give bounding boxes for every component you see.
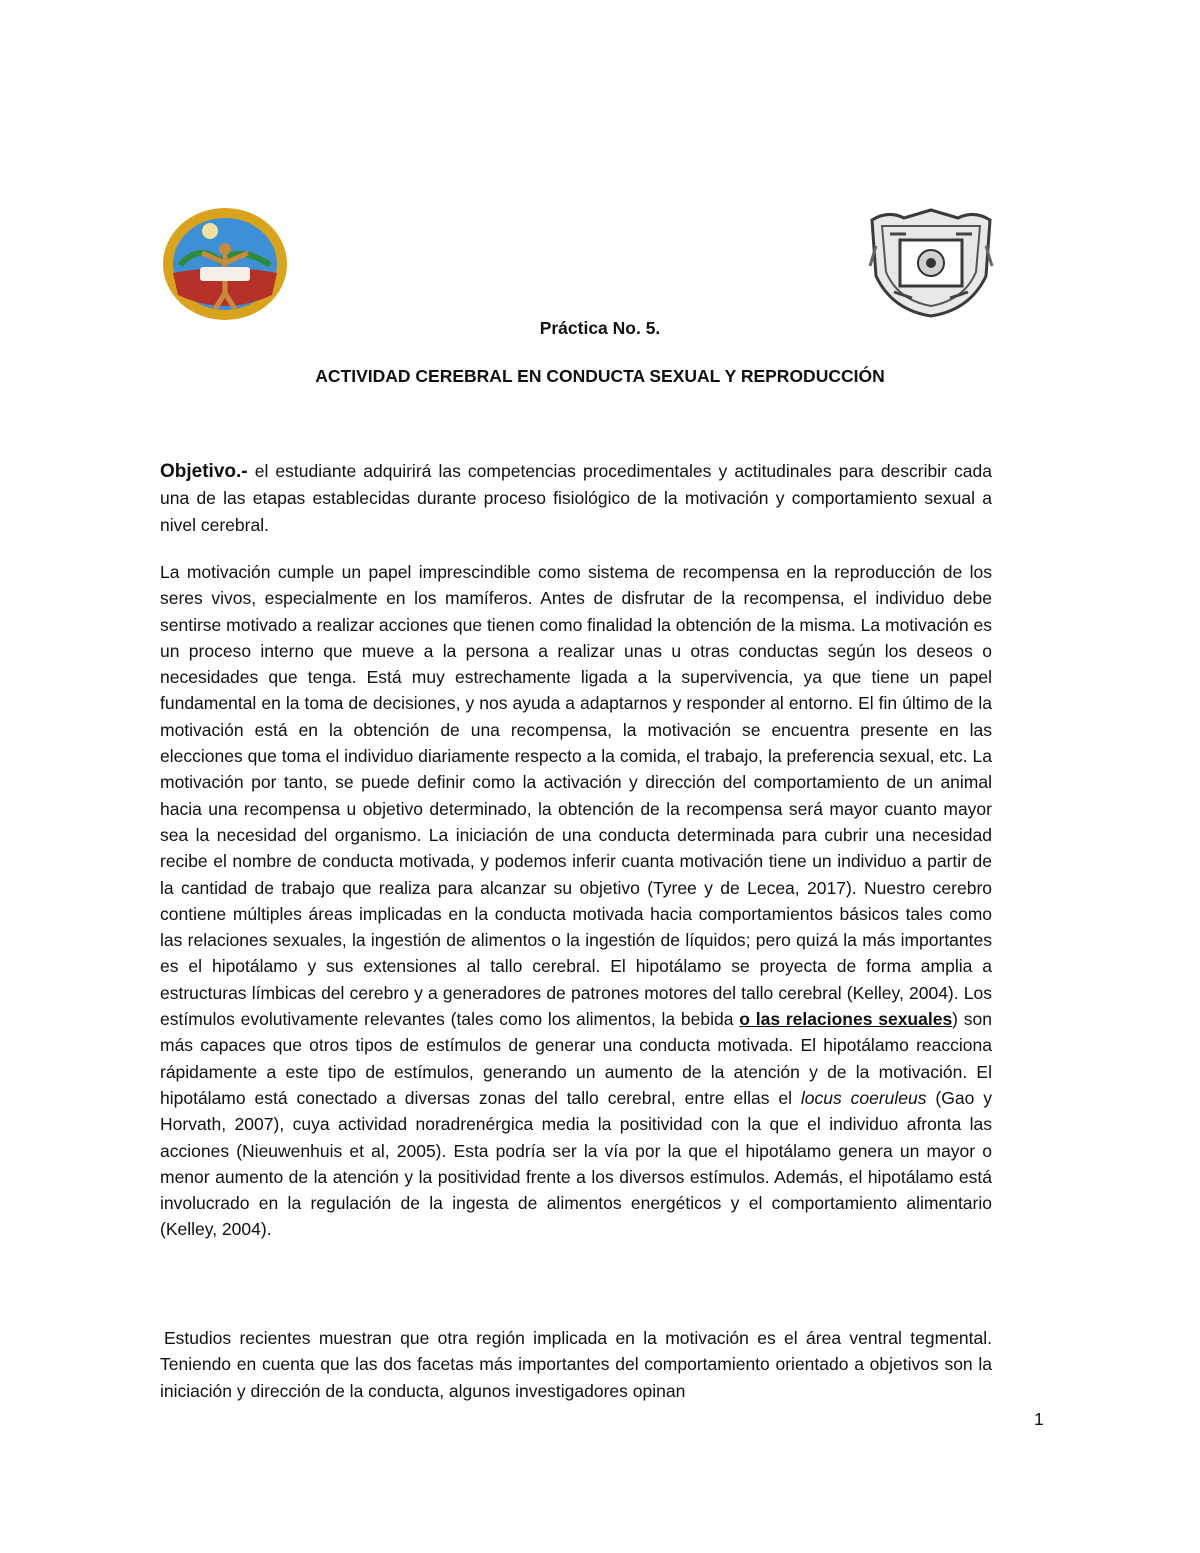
italic-term: locus coeruleus [800, 1087, 927, 1108]
objective-paragraph [160, 458, 992, 538]
university-crest-emblem-icon [160, 205, 290, 323]
paragraph-text-part-3: (Gao y Horvath, 2007), cuya actividad noradrenérgica media la positividad con la que el individuo afronta las acciones (Nieuwenhuis et al, 2005). Esta podría ser la vía por la que el hipotálamo genera un mayor o menor aumento de la atención y la positividad frente a los diversos estímulos. Además, el hipotálamo está involucrado en la regulación de la ingesta de alimentos energéticos y el comportamiento alimentario (Kelley, 2004). [160, 1087, 992, 1240]
university-shield-seal-icon [866, 206, 996, 320]
motivation-paragraph [160, 559, 992, 1243]
ventral-tegmental-paragraph: Estudios recientes muestran que otra región implicada en la motivación es el área ventral tegmental. Teniendo en cuenta que las dos facetas más importantes del comportamiento orientado a objetivos son la iniciación y dirección de la conducta, algunos investigadores opinan [160, 1328, 992, 1401]
paragraph-text-part-1: La motivación cumple un papel imprescindible como sistema de recompensa en la reproducción de los seres vivos, especialmente en los mamíferos. Antes de disfrutar de la recompensa, el individuo debe sentirse motivado a realizar acciones que tienen como finalidad la obtención de la misma. La motivación es un proceso interno que mueve a la persona a realizar unas u otras conductas según los deseos o necesidades que tenga. Está muy estrechamente ligada a la supervivencia, ya que tiene un papel fundamental en la toma de decisiones, y nos ayuda a adaptarnos y responder al entorno. El fin último de la motivación está en la obtención de una recompensa, la motivación se encuentra presente en las elecciones que toma el individuo diariamente respecto a la comida, el trabajo, la preferencia sexual, etc. La motivación por tanto, se puede definir como la activación y dirección del comportamiento de un animal hacia una recompensa u objetivo determinado, la obtención de la recompensa será mayor cuanto mayor sea la necesidad del organismo. La iniciación de una conducta determinada para cubrir una necesidad recibe el nombre de conducta motivada, y podemos inferir cuanta motivación tiene un individuo a partir de la cantidad de trabajo que realiza para alcanzar su objetivo (Tyree y de Lecea, 2017). Nuestro cerebro contiene múltiples áreas implicadas en la conducta motivada hacia comportamientos básicos tales como las relaciones sexuales, la ingestión de alimentos o la ingestión de líquidos; pero quizá la más importantes es el hipotálamo y sus extensiones al tallo cerebral. El hipotálamo se proyecta de forma amplia a estructuras límbicas del cerebro y a generadores de patrones motores del tallo cerebral (Kelley, 2004). Los estímulos evolutivamente relevantes (tales como los alimentos, la bebida [160, 562, 992, 1030]
document-title: ACTIVIDAD CEREBRAL EN CONDUCTA SEXUAL Y REPRODUCCIÓN [315, 366, 885, 386]
page-number: 1 [1034, 1409, 1044, 1429]
practice-number: Práctica No. 5. [539, 318, 661, 338]
objective-label: Objetivo.- [160, 461, 248, 482]
underlined-phrase: o las relaciones sexuales [739, 1009, 953, 1030]
paragraph-text-part-2: ) son más capaces que otros tipos de estímulos de generar una conducta motivada. El hipotálamo reacciona rápidamente a este tipo de estímulos, generando un aumento de la atención y de la motivación. El hipotálamo está conectado a diversas zonas del tallo cerebral, entre ellas el [160, 1009, 992, 1108]
objective-text: el estudiante adquirirá las competencias procedimentales y actitudinales para describir cada una de las etapas establecidas durante proceso fisiológico de la motivación y comportamiento sexual a nivel cerebral. [160, 461, 992, 535]
